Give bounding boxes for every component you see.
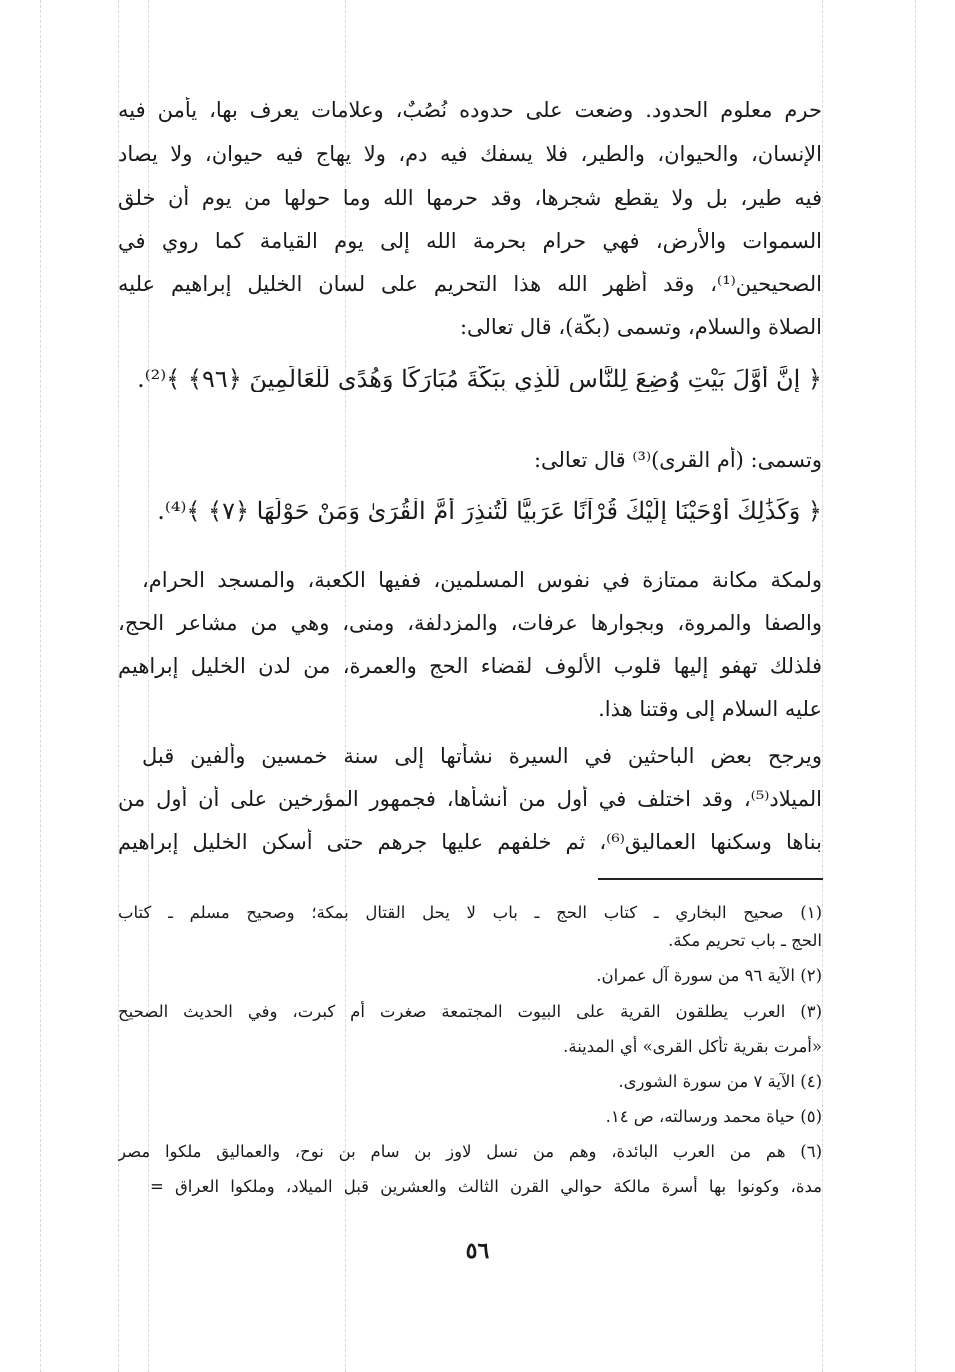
footnote-3: (٣) العرب يطلقون القرية على البيوت المجتمعة صغرت أم كبرت، وفي الحديث الصحيح	[118, 1002, 822, 1021]
body-line: فلذلك تهفو إليها قلوب الألوف لقضاء الحج والعمرة، من لدن الخليل إبراهيم	[118, 654, 822, 678]
quran-verse: ﴿ إِنَّ أَوَّلَ بَيْتٍ وُضِعَ لِلنَّاسِ لَلَّذِي بِبَكَّةَ مُبَارَكًا وَهُدًى لِّلْعَالَمِينَ ﴿٩٦﴾ ﴾⁽²⁾.	[137, 366, 822, 392]
footnote-4: (٤) الآية ٧ من سورة الشورى.	[618, 1072, 822, 1091]
footnote-2: (٢) الآية ٩٦ من سورة آل عمران.	[596, 966, 822, 985]
body-line: عليه السلام إلى وقتنا هذا.	[598, 697, 822, 721]
body-line: الإنسان، والحيوان، والطير، فلا يسفك فيه دم، ولا يهاج فيه حيوان، ولا يصاد	[118, 142, 822, 166]
quran-verse: ﴿ وَكَذَٰلِكَ أَوْحَيْنَا إِلَيْكَ قُرْآنًا عَرَبِيًّا لِّتُنذِرَ أُمَّ الْقُرَىٰ وَمَنْ حَوْلَهَا ﴿٧﴾ ﴾⁽⁴⁾.	[157, 498, 822, 524]
body-line: الصحيحين⁽¹⁾، وقد أظهر الله هذا التحريم على لسان الخليل إبراهيم عليه	[118, 272, 822, 296]
page-number: ٥٦	[465, 1238, 490, 1264]
scan-guide-line	[822, 0, 823, 1372]
body-line: حرم معلوم الحدود. وضعت على حدوده نُصُبٌ، وعلامات يعرف بها، يأمن فيه	[118, 98, 822, 122]
footnote-6-cont: مدة، وكونوا بها أسرة مالكة حوالي القرن الثالث والعشرين قبل الميلاد، وملكوا العراق =	[150, 1177, 822, 1196]
footnote-5: (٥) حياة محمد ورسالته، ص ١٤.	[605, 1107, 822, 1126]
body-line: السموات والأرض، فهي حرام بحرمة الله إلى يوم القيامة كما روي في	[118, 229, 822, 253]
body-line: والصفا والمروة، وبجوارها عرفات، والمزدلفة، ومنى، وهي من مشاعر الحج،	[118, 611, 822, 635]
body-line: ولمكة مكانة ممتازة في نفوس المسلمين، ففيها الكعبة، والمسجد الحرام،	[142, 568, 822, 592]
body-line: الصلاة والسلام، وتسمى (بكَّة)، قال تعالى:	[459, 315, 822, 339]
footnote-3-cont: «أمرت بقرية تأكل القرى» أي المدينة.	[563, 1037, 822, 1056]
footnote-separator	[598, 878, 823, 880]
footnote-1-cont: الحج ـ باب تحريم مكة.	[668, 931, 822, 950]
body-line: فيه طير، بل ولا يقطع شجرها، وقد حرمها الله وما حولها من يوم أن خلق	[118, 186, 822, 210]
scan-guide-line	[40, 0, 41, 1372]
body-line: الميلاد⁽⁵⁾، وقد اختلف في أول من أنشأها، فجمهور المؤرخين على أن أول من	[118, 787, 822, 811]
body-line: ويرجح بعض الباحثين في السيرة نشأتها إلى سنة خمسين وألفين قبل	[142, 744, 822, 768]
footnote-1: (١) صحيح البخاري ـ كتاب الحج ـ باب لا يحل القتال بمكة؛ وصحيح مسلم ـ كتاب	[118, 903, 822, 922]
footnote-6: (٦) هم من العرب البائدة، وهم من نسل لاوز بن سام بن نوح، والعماليق ملكوا مصر	[118, 1142, 822, 1161]
body-line: وتسمى: (أم القرى)⁽³⁾ قال تعالى:	[533, 448, 822, 472]
body-line: بناها وسكنها العماليق⁽⁶⁾، ثم خلفهم عليها جرهم حتى أسكن الخليل إبراهيم	[118, 830, 822, 854]
main-text	[118, 0, 822, 1372]
scan-guide-line	[915, 0, 916, 1372]
